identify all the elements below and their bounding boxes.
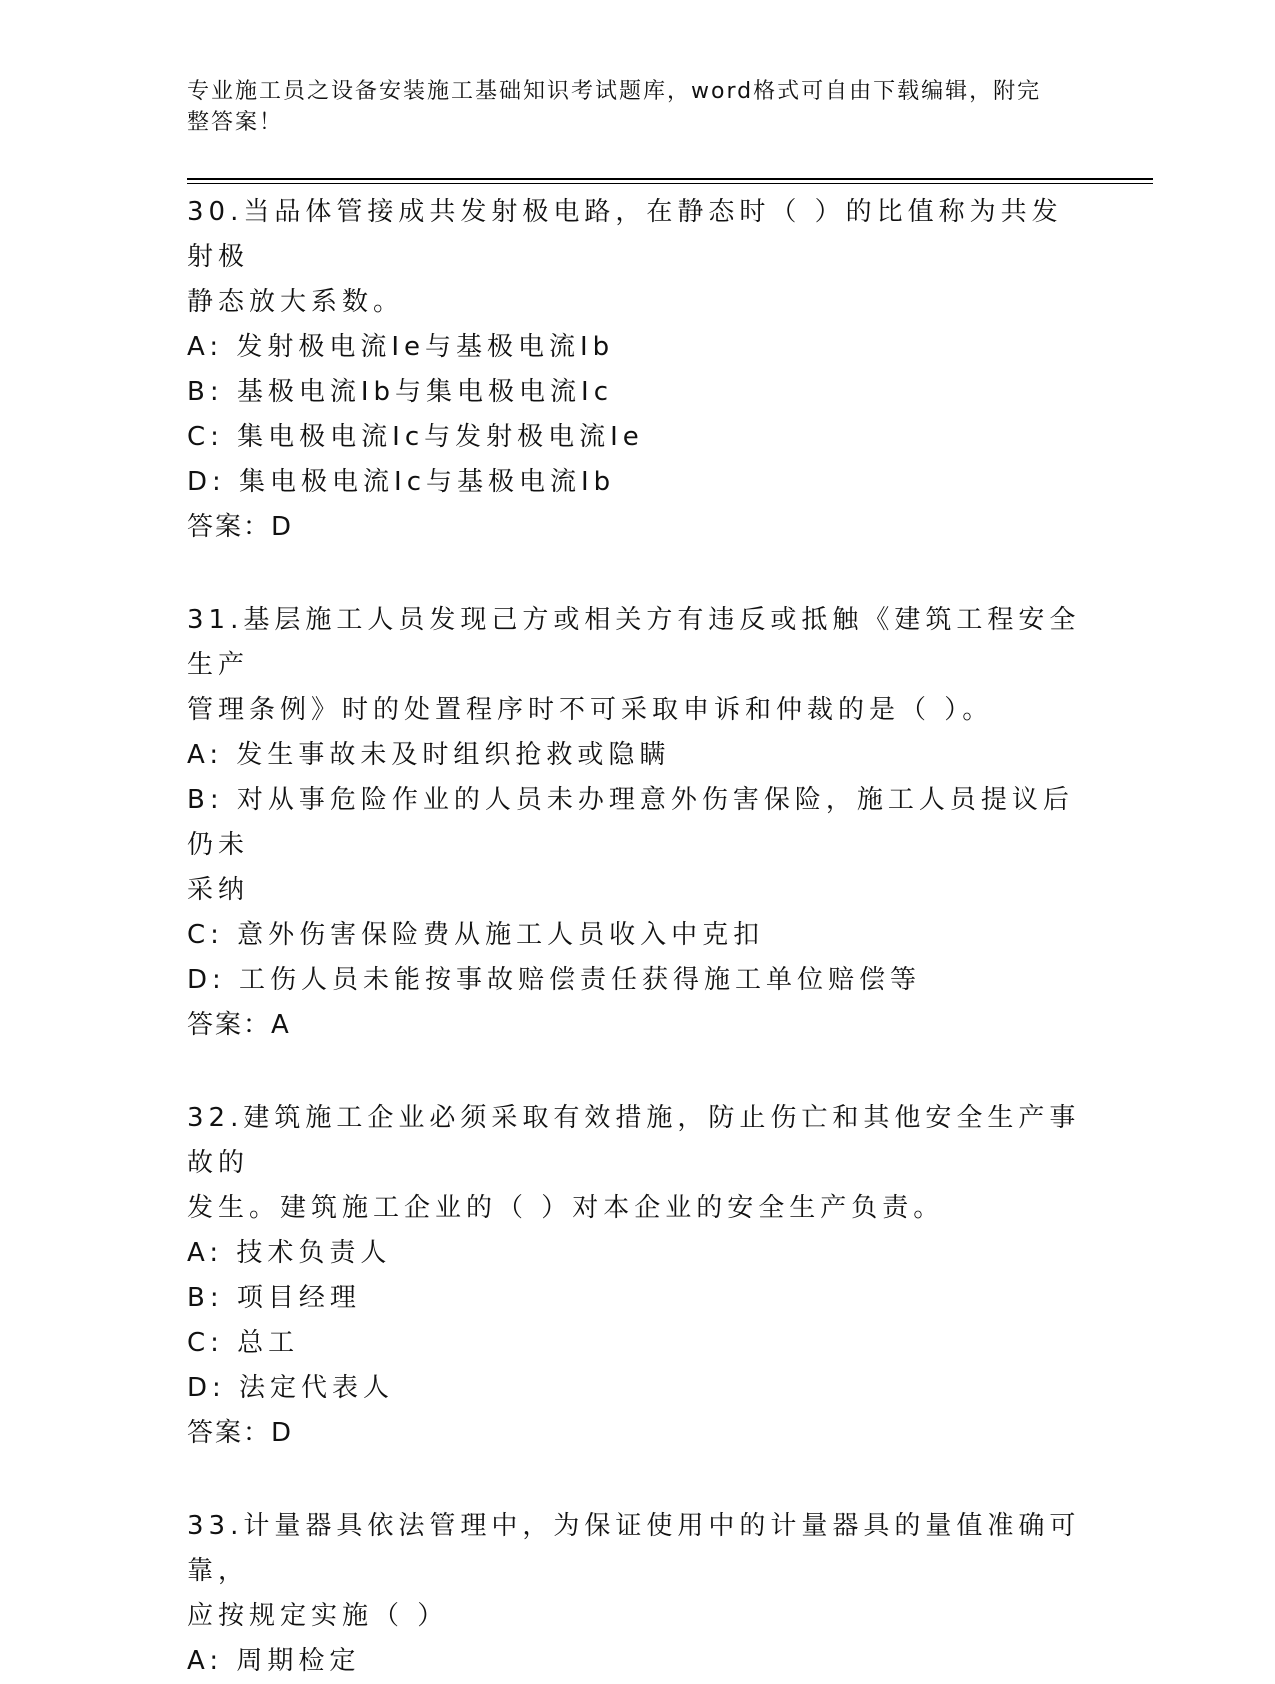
question-stem: 31.基层施工人员发现己方或相关方有违反或抵触《建筑工程安全生产	[187, 605, 1081, 680]
question-list	[187, 190, 1087, 1684]
question-stem: 32.建筑施工企业必须采取有效措施，防止伤亡和其他安全生产事故的	[187, 1103, 1081, 1178]
header-rule-thin	[187, 183, 1153, 184]
option-c: C: 意外伤害保险费从施工人员收入中克扣	[187, 920, 765, 950]
header-line-1: 专业施工员之设备安装施工基础知识考试题库，word格式可自由下载编辑，附完	[187, 79, 1042, 104]
option-b-cont: 采纳	[187, 875, 250, 905]
option-d: D: 集电极电流Ic与基极电流Ib	[187, 467, 616, 497]
option-b: B: 基极电流Ib与集电极电流Ic	[187, 377, 613, 407]
option-b: B: 对从事危险作业的人员未办理意外伤害保险，施工人员提议后仍未	[187, 785, 1074, 860]
option-d: D: 法定代表人	[187, 1373, 395, 1403]
question-32	[187, 1096, 1087, 1456]
answer-label: 答案：A	[187, 1010, 291, 1040]
option-c: C: 总工	[187, 1328, 300, 1358]
option-a: A: 技术负责人	[187, 1238, 392, 1268]
question-30	[187, 190, 1087, 550]
option-a: A: 周期检定	[187, 1646, 361, 1676]
option-c: C: 集电极电流Ic与发射极电流Ie	[187, 422, 644, 452]
question-stem-cont: 静态放大系数。	[187, 287, 405, 317]
question-stem: 30.当品体管接成共发射极电路，在静态时（ ）的比值称为共发射极	[187, 197, 1063, 272]
question-stem: 33.计量器具依法管理中，为保证使用中的计量器具的量值准确可靠，	[187, 1511, 1081, 1586]
option-d: D: 工伤人员未能按事故赔偿责任获得施工单位赔偿等	[187, 965, 922, 995]
option-b: B: 项目经理	[187, 1283, 361, 1313]
option-a: A: 发射极电流Ie与基极电流Ib	[187, 332, 615, 362]
question-stem-cont: 管理条例》时的处置程序时不可采取申诉和仲裁的是（ ）。	[187, 695, 994, 725]
answer-label: 答案：D	[187, 1418, 294, 1448]
option-a: A: 发生事故未及时组织抢救或隐瞒	[187, 740, 671, 770]
question-stem-cont: 应按规定实施（ ）	[187, 1601, 449, 1631]
question-31	[187, 598, 1087, 1048]
header-line-2: 整答案！	[187, 110, 284, 135]
question-33	[187, 1504, 1087, 1684]
document-header	[187, 76, 1067, 138]
answer-label: 答案：D	[187, 512, 294, 542]
header-rule-thick	[187, 178, 1153, 180]
question-stem-cont: 发生。建筑施工企业的（ ）对本企业的安全生产负责。	[187, 1193, 945, 1223]
